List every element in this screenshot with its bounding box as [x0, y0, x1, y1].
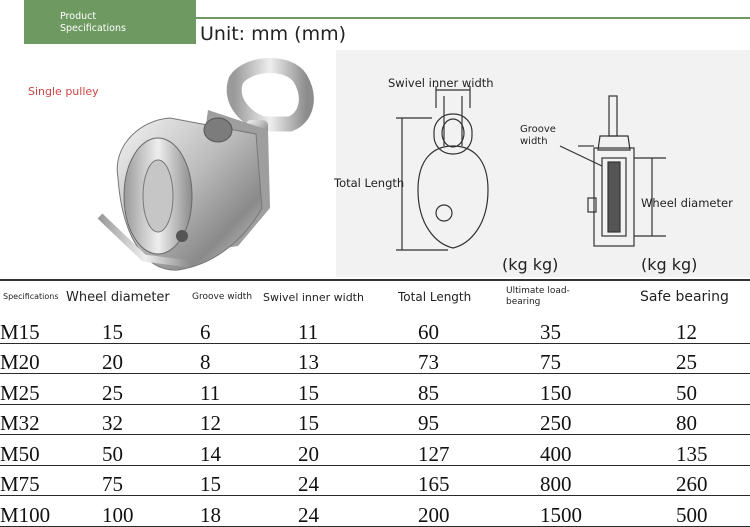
table-header-row — [0, 281, 750, 313]
table-row — [0, 435, 750, 466]
kg-unit-label-1: (kg kg) — [502, 255, 559, 274]
cell-groove: 12 — [192, 404, 262, 435]
cell-ultimate: 1500 — [504, 496, 640, 527]
cell-safe: 260 — [640, 465, 750, 496]
cell-safe: 50 — [640, 374, 750, 405]
cell-wheel: 20 — [66, 343, 192, 374]
header-ultimate-load-bearing: Ultimate load-bearing — [506, 286, 570, 307]
product-name: Single pulley — [28, 85, 99, 98]
cell-spec: M15 — [0, 313, 66, 343]
total-length-label: Total Length — [334, 176, 405, 190]
header-swivel-inner-width: Swivel inner width — [263, 290, 364, 304]
cell-ultimate: 75 — [504, 343, 640, 374]
cell-safe: 500 — [640, 496, 750, 527]
cell-swivel: 20 — [262, 435, 396, 466]
cell-total: 127 — [396, 435, 504, 466]
cell-spec: M75 — [0, 465, 66, 496]
badge-line-2: Specifications — [60, 23, 126, 34]
table-row — [0, 313, 750, 343]
swivel-width-label: Swivel inner width — [388, 76, 494, 90]
cell-swivel: 11 — [262, 313, 396, 343]
cell-safe: 25 — [640, 343, 750, 374]
cell-wheel: 32 — [66, 404, 192, 435]
table-row — [0, 465, 750, 496]
product-specifications-badge — [24, 0, 196, 44]
cell-swivel: 15 — [262, 374, 396, 405]
cell-safe: 80 — [640, 404, 750, 435]
pulley-photo — [78, 58, 328, 282]
table-row — [0, 343, 750, 374]
cell-wheel: 25 — [66, 374, 192, 405]
cell-swivel: 24 — [262, 496, 396, 527]
cell-total: 85 — [396, 374, 504, 405]
cell-groove: 14 — [192, 435, 262, 466]
cell-spec: M50 — [0, 435, 66, 466]
cell-swivel: 15 — [262, 404, 396, 435]
cell-groove: 6 — [192, 313, 262, 343]
header-safe-bearing: Safe bearing — [640, 289, 729, 305]
wheel-diameter-label: Wheel diameter — [641, 196, 733, 210]
header-specifications: Specifications — [3, 292, 59, 301]
cell-spec: M20 — [0, 343, 66, 374]
cell-groove: 8 — [192, 343, 262, 374]
cell-groove: 18 — [192, 496, 262, 527]
cell-swivel: 13 — [262, 343, 396, 374]
badge-line-1: Product — [60, 11, 97, 22]
cell-total: 73 — [396, 343, 504, 374]
table-body — [0, 313, 750, 526]
cell-spec: M100 — [0, 496, 66, 527]
cell-ultimate: 400 — [504, 435, 640, 466]
cell-wheel: 100 — [66, 496, 192, 527]
dimension-drawing — [336, 50, 750, 277]
header-groove-width: Groove width — [192, 291, 253, 302]
cell-safe: 12 — [640, 313, 750, 343]
cell-ultimate: 250 — [504, 404, 640, 435]
cell-total: 60 — [396, 313, 504, 343]
cell-total: 95 — [396, 404, 504, 435]
cell-swivel: 24 — [262, 465, 396, 496]
table-row — [0, 374, 750, 405]
cell-spec: M25 — [0, 374, 66, 405]
cell-wheel: 75 — [66, 465, 192, 496]
header-total-length: Total Length — [398, 290, 472, 304]
table-row — [0, 404, 750, 435]
specifications-table — [0, 281, 750, 527]
kg-unit-label-2: (kg kg) — [641, 255, 698, 274]
cell-ultimate: 800 — [504, 465, 640, 496]
cell-total: 200 — [396, 496, 504, 527]
cell-spec: M32 — [0, 404, 66, 435]
header-rule — [196, 17, 750, 19]
table-row — [0, 496, 750, 527]
cell-groove: 15 — [192, 465, 262, 496]
cell-total: 165 — [396, 465, 504, 496]
unit-label: Unit: mm (mm) — [200, 23, 347, 45]
cell-wheel: 50 — [66, 435, 192, 466]
cell-safe: 135 — [640, 435, 750, 466]
cell-groove: 11 — [192, 374, 262, 405]
groove-width-label: Groove width — [520, 124, 556, 147]
header-wheel-diameter: Wheel diameter — [66, 289, 170, 305]
cell-ultimate: 35 — [504, 313, 640, 343]
cell-ultimate: 150 — [504, 374, 640, 405]
cell-wheel: 15 — [66, 313, 192, 343]
